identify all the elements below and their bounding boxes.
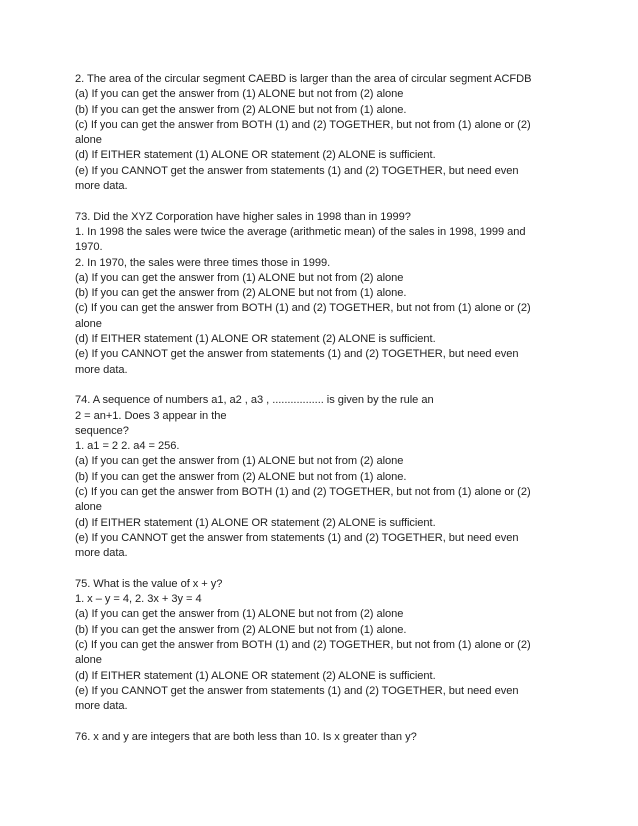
question-73-statement-2: 2. In 1970, the sales were three times those in 1999. [75, 256, 331, 269]
option-e: (e) If you CANNOT get the answer from statements (1) and (2) TOGETHER, but need even [75, 684, 519, 697]
option-a: (a) If you can get the answer from (1) ALONE but not from (2) alone [75, 608, 404, 621]
question-73-block [75, 210, 565, 378]
option-e: (e) If you CANNOT get the answer from statements (1) and (2) TOGETHER, but need even [75, 348, 519, 361]
question-72-block [75, 72, 565, 194]
option-b: (b) If you can get the answer from (2) ALONE but not from (1) alone. [75, 623, 407, 636]
option-d: (d) If EITHER statement (1) ALONE OR statement (2) ALONE is sufficient. [75, 669, 436, 682]
question-75-block [75, 577, 565, 715]
option-d: (d) If EITHER statement (1) ALONE OR statement (2) ALONE is sufficient. [75, 149, 436, 162]
question-74-prompt: 74. A sequence of numbers a1, a2 , a3 , ................. is given by the rule an [75, 394, 434, 407]
option-e-continued: more data. [75, 547, 128, 560]
option-e: (e) If you CANNOT get the answer from statements (1) and (2) TOGETHER, but need even [75, 164, 519, 177]
option-c: (c) If you can get the answer from BOTH (1) and (2) TOGETHER, but not from (1) alone or (2) [75, 486, 531, 499]
option-c-continued: alone [75, 654, 102, 667]
document-body [75, 72, 565, 745]
paragraph-spacer [75, 194, 565, 209]
option-c: (c) If you can get the answer from BOTH (1) and (2) TOGETHER, but not from (1) alone or (2) [75, 118, 531, 131]
question-74-prompt-continued: 2 = an+1. Does 3 appear in the [75, 409, 227, 422]
option-e-continued: more data. [75, 180, 128, 193]
option-c: (c) If you can get the answer from BOTH (1) and (2) TOGETHER, but not from (1) alone or (2) [75, 302, 531, 315]
option-c-continued: alone [75, 501, 102, 514]
option-a: (a) If you can get the answer from (1) ALONE but not from (2) alone [75, 88, 404, 101]
question-73-prompt: 73. Did the XYZ Corporation have higher sales in 1998 than in 1999? [75, 210, 411, 223]
paragraph-spacer [75, 378, 565, 393]
question-75-prompt: 75. What is the value of x + y? [75, 577, 223, 590]
question-73-statement-1: 1. In 1998 the sales were twice the average (arithmetic mean) of the sales in 1998, 1999 and [75, 225, 526, 238]
option-e: (e) If you CANNOT get the answer from statements (1) and (2) TOGETHER, but need even [75, 531, 519, 544]
paragraph-spacer [75, 714, 565, 729]
option-c: (c) If you can get the answer from BOTH (1) and (2) TOGETHER, but not from (1) alone or (2) [75, 638, 531, 651]
option-d: (d) If EITHER statement (1) ALONE OR statement (2) ALONE is sufficient. [75, 516, 436, 529]
question-75-statements: 1. x – y = 4, 2. 3x + 3y = 4 [75, 593, 202, 606]
option-a: (a) If you can get the answer from (1) ALONE but not from (2) alone [75, 455, 404, 468]
option-e-continued: more data. [75, 700, 128, 713]
paragraph-spacer [75, 562, 565, 577]
question-74-statements: 1. a1 = 2 2. a4 = 256. [75, 440, 180, 453]
option-a: (a) If you can get the answer from (1) ALONE but not from (2) alone [75, 271, 404, 284]
option-d: (d) If EITHER statement (1) ALONE OR statement (2) ALONE is sufficient. [75, 333, 436, 346]
question-74-prompt-end: sequence? [75, 424, 129, 437]
question-73-statement-1-continued: 1970. [75, 241, 103, 254]
option-b: (b) If you can get the answer from (2) ALONE but not from (1) alone. [75, 287, 407, 300]
question-76-prompt: 76. x and y are integers that are both less than 10. Is x greater than y? [75, 730, 417, 743]
option-c-continued: alone [75, 317, 102, 330]
question-74-block [75, 393, 565, 561]
option-b: (b) If you can get the answer from (2) ALONE but not from (1) alone. [75, 470, 407, 483]
question-72-statement-2: 2. The area of the circular segment CAEBD is larger than the area of circular segment ACFDB [75, 73, 532, 85]
option-b: (b) If you can get the answer from (2) ALONE but not from (1) alone. [75, 103, 407, 116]
option-e-continued: more data. [75, 363, 128, 376]
option-c-continued: alone [75, 134, 102, 147]
question-76-block [75, 730, 565, 745]
